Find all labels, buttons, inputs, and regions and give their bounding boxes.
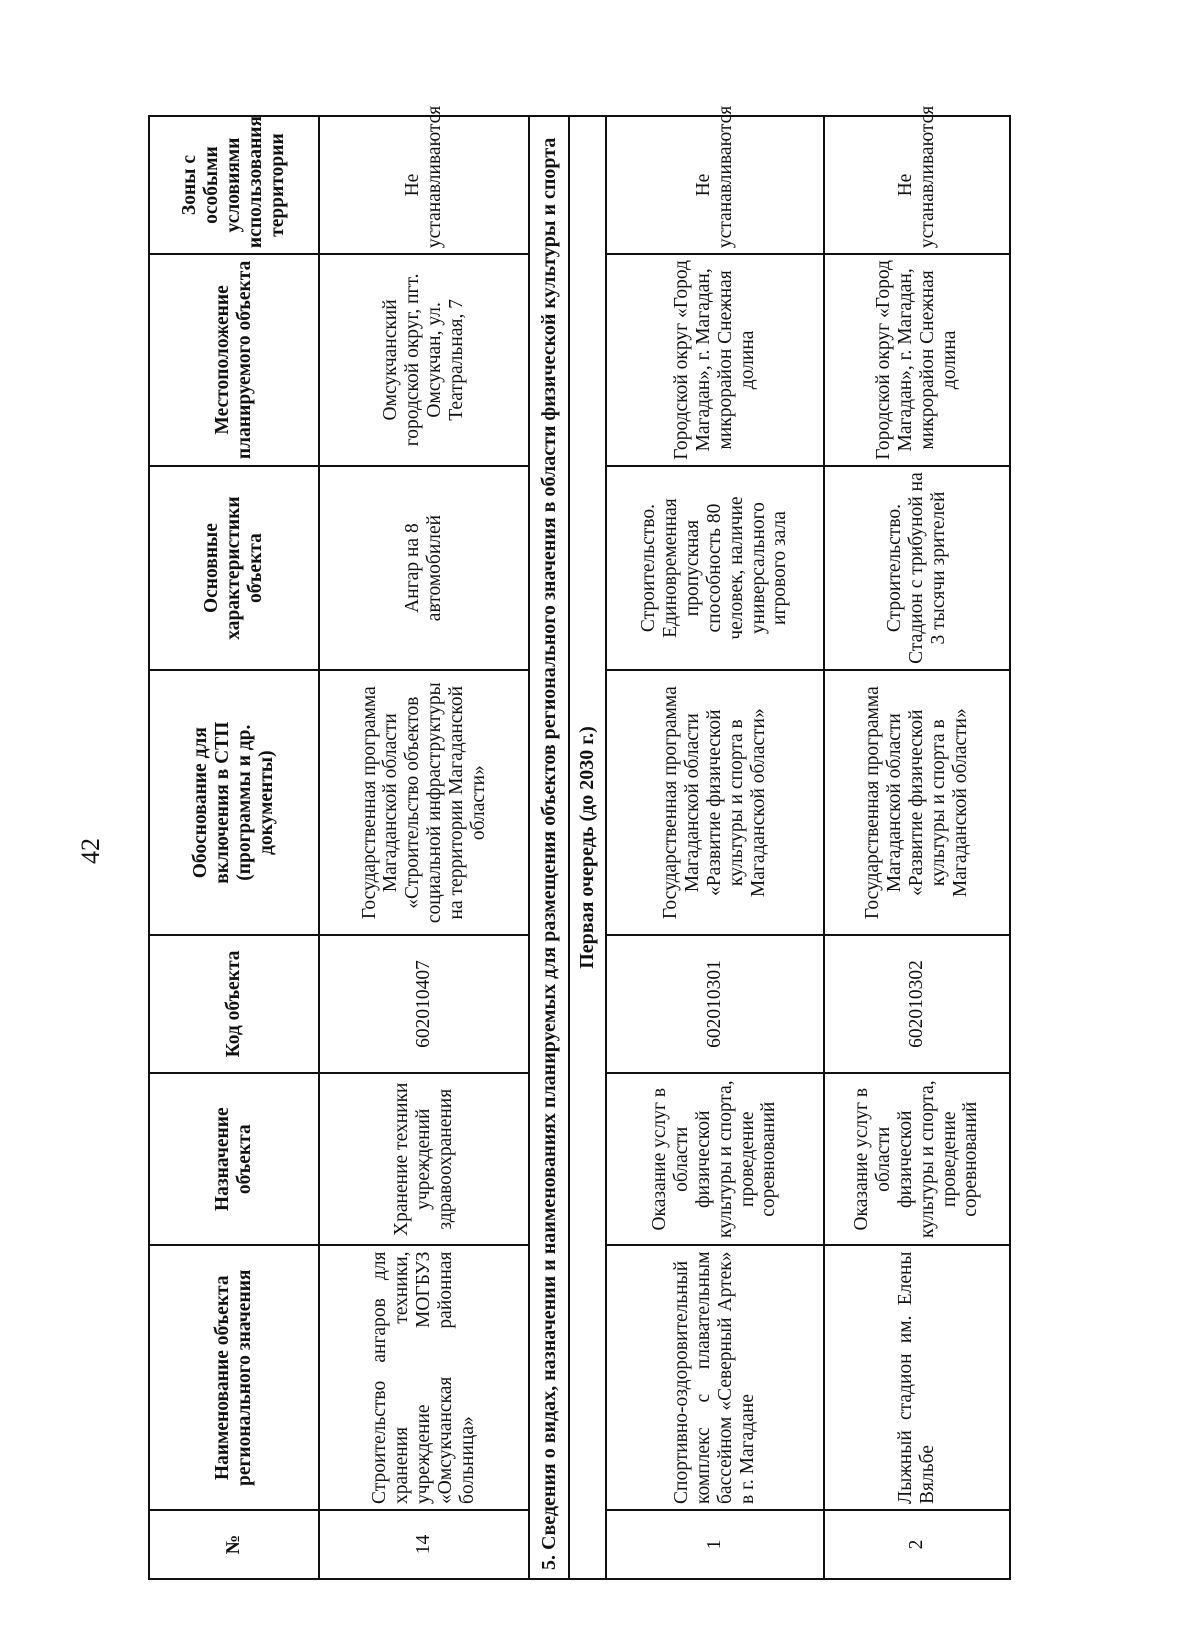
first-stage-title: Первая очередь (до 2030 г.): [569, 116, 605, 1579]
object-basis: Государственная программа Магаданской области «Строительство объектов социальной инфраструктуры на территории Магаданской области»: [319, 670, 529, 935]
stage-heading-row: [569, 116, 605, 1579]
object-purpose: Оказание услуг в области физической культуры и спорта, проведение соревнований: [606, 1073, 824, 1246]
object-zones: Не устанавливаются: [319, 116, 529, 254]
object-zones: Не устанавливаются: [824, 116, 1010, 254]
header-num: №: [149, 1510, 319, 1579]
row-number: 14: [319, 1510, 529, 1579]
table-row: [606, 116, 824, 1579]
section-heading-row: [529, 116, 569, 1579]
objects-table: [148, 105, 1011, 1580]
table-row: [824, 116, 1010, 1579]
object-code: 602010301: [606, 935, 824, 1073]
header-location: Местоположение планируемого объекта: [149, 254, 319, 466]
object-location: Омсукчанский городской округ, пгт. Омсукчан, ул. Театральная, 7: [319, 254, 529, 466]
object-basis: Государственная программа Магаданской области «Развитие физической культуры и спорта в Магаданской области»: [824, 670, 1010, 935]
object-location: Городской округ «Город Магадан», г. Магадан, микрорайон Снежная долина: [606, 254, 824, 466]
page-number: 42: [76, 838, 105, 864]
object-purpose: Оказание услуг в области физической культуры и спорта, проведение соревнований: [824, 1073, 1010, 1246]
table-header-row: [149, 116, 319, 1579]
object-characteristics: Строительство. Единовременная пропускная способность 80 человек, наличие универсального игрового зала: [606, 466, 824, 671]
row-number: 2: [824, 1510, 1010, 1579]
object-characteristics: Строительство. Стадион с трибуной на 3 тысячи зрителей: [824, 466, 1010, 671]
header-purpose: Назначение объекта: [149, 1073, 319, 1246]
section-5-title: 5. Сведения о видах, назначении и наименованиях планируемых для размещения объектов регионального значения в области физической культуры и спорта: [529, 116, 569, 1579]
rotated-table-container: [148, 105, 1034, 1580]
object-zones: Не устанавливаются: [606, 116, 824, 254]
object-name: Лыжный стадион им. Елены Вяльбе: [824, 1245, 1010, 1510]
object-purpose: Хранение техники учреждений здравоохранения: [319, 1073, 529, 1246]
object-code: 602010302: [824, 935, 1010, 1073]
header-characteristics: Основные характеристики объекта: [149, 466, 319, 671]
object-name: Спортивно-оздоровительный комплекс с плавательным бассейном «Северный Артек» в г. Магадане: [606, 1245, 824, 1510]
object-name: Строительство ангаров для хранения техники, учреждение МОГБУЗ «Омсукчанская районная больница»: [319, 1245, 529, 1510]
object-location: Городской округ «Город Магадан», г. Магадан, микрорайон Снежная долина: [824, 254, 1010, 466]
header-zones: Зоны с особыми условиями использования территории: [149, 116, 319, 254]
object-basis: Государственная программа Магаданской области «Развитие физической культуры и спорта в Магаданской области»: [606, 670, 824, 935]
rotated-page-wrapper: [148, 105, 1034, 1580]
header-basis: Обоснование для включения в СТП (программы и др. документы): [149, 670, 319, 935]
table-row: [319, 116, 529, 1579]
object-code: 602010407: [319, 935, 529, 1073]
row-number: 1: [606, 1510, 824, 1579]
header-code: Код объекта: [149, 935, 319, 1073]
object-characteristics: Ангар на 8 автомобилей: [319, 466, 529, 671]
header-name: Наименование объекта регионального значения: [149, 1245, 319, 1510]
